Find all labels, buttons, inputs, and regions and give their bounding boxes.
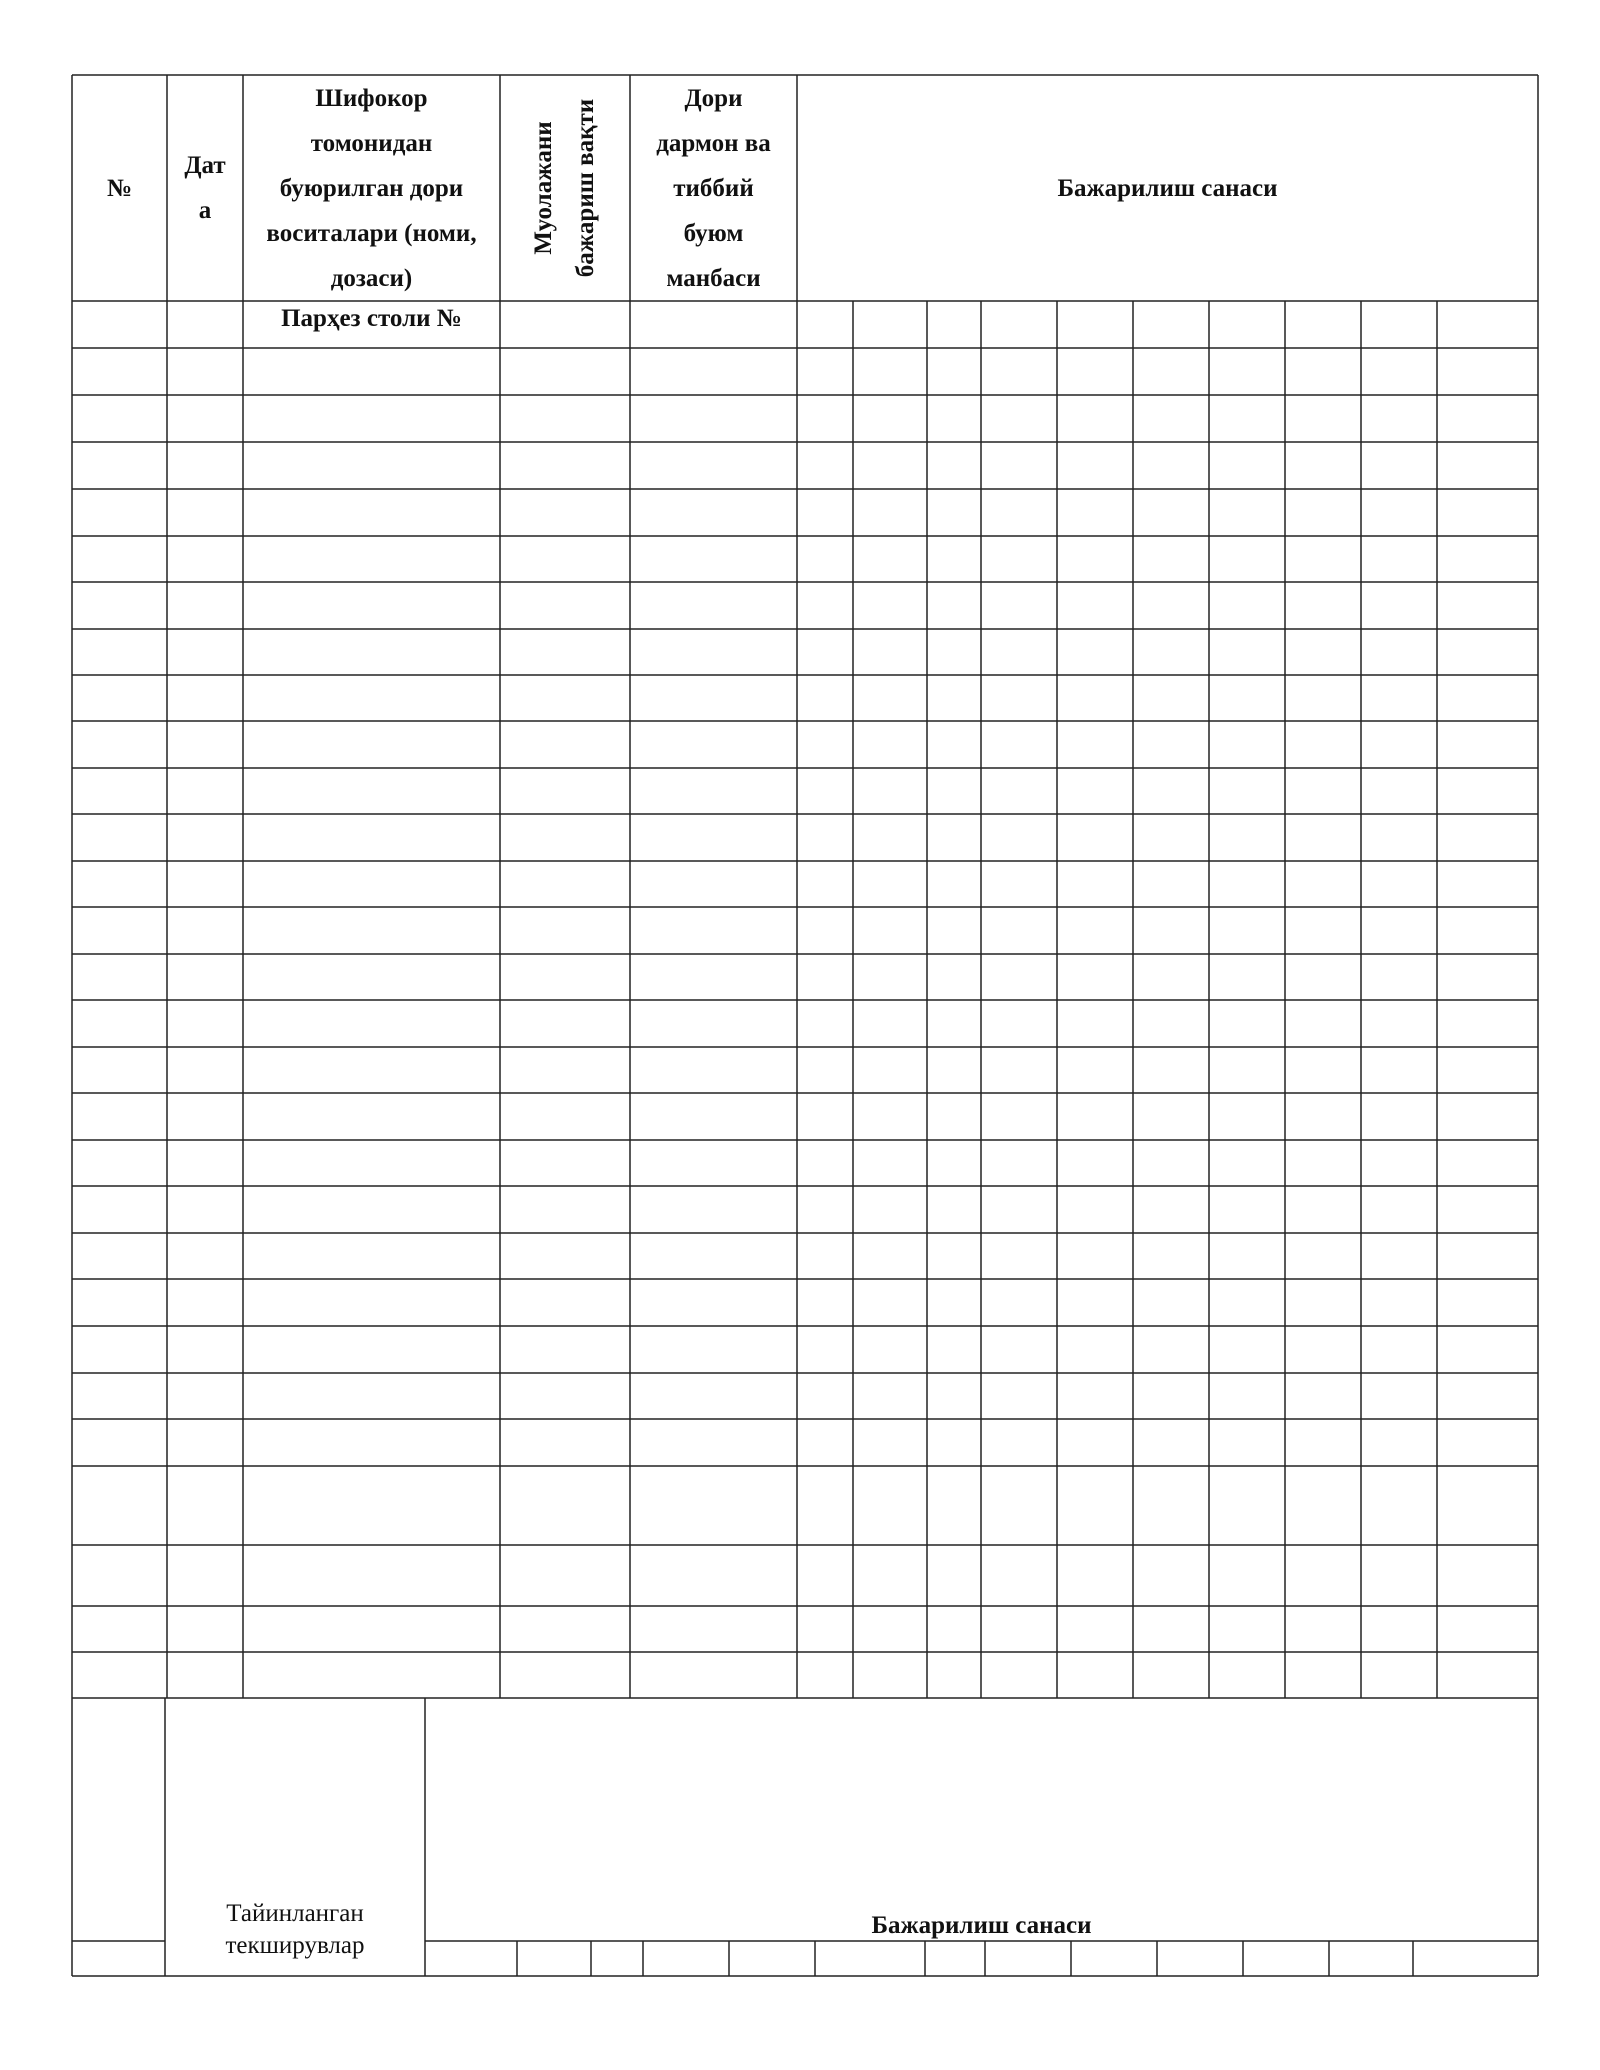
header-treatment-time: Муолажани бажариш вақти <box>530 98 599 278</box>
footer-assigned-tests: Тайинланган текширувлар <box>225 1900 365 1959</box>
header-date: Дат а <box>184 152 226 224</box>
header-completion-date: Бажарилиш санаси <box>1057 174 1278 202</box>
header-medication-source: Дори дармон ва тиббий буюм манбаси <box>656 84 771 292</box>
header-number: № <box>106 174 133 202</box>
footer-completion-date: Бажарилиш санаси <box>871 1912 1092 1939</box>
diet-table-label: Парҳез столи № <box>281 305 462 332</box>
header-prescribed-medication: Шифокор томонидан буюрилган дори воситалари (номи, дозаси) <box>266 84 477 292</box>
